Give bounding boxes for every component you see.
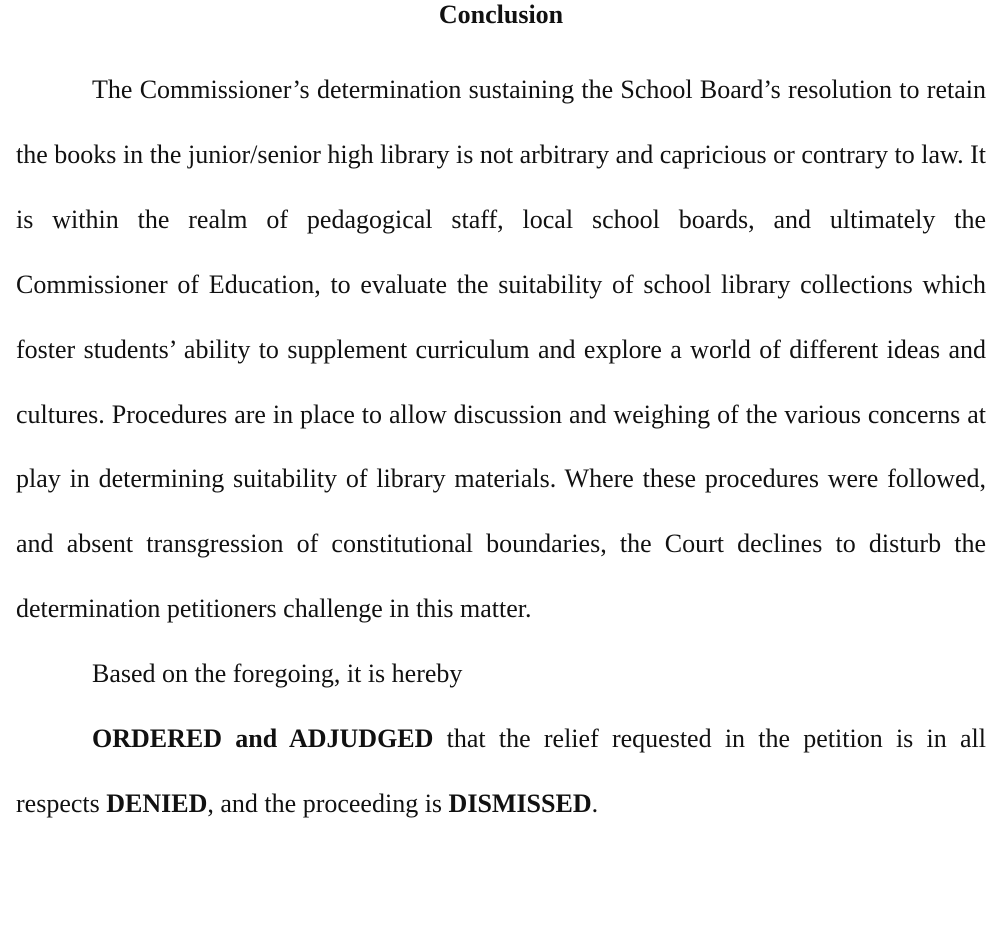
document-page — [16, 0, 986, 837]
ordered-adjudged-term: ORDERED and ADJUDGED — [92, 724, 434, 754]
order-text-1: that the relief requested in the petition is in all respects — [16, 724, 986, 818]
dismissed-term: DISMISSED — [448, 788, 592, 818]
order-paragraph — [16, 707, 986, 837]
section-heading: Conclusion — [438, 0, 564, 29]
denied-term: DENIED — [106, 788, 208, 818]
order-text-2: , and the proceeding is — [207, 788, 449, 818]
conclusion-paragraph: The Commissioner’s determination sustaining the School Board’s resolution to retain the books in the junior/senior high library is not arbitrary and capricious or contrary to law. It is within the realm of pedagogical staff, local school boards, and ultimately the Commissioner of Education, to evaluate the suitability of school library collections which foster students’ ability to supplement curriculum and explore a world of different ideas and cultures. Procedures are in place to allow discussion and weighing of the various concerns at play in determining suitability of library materials. Where these procedures were followed, and absent transgression of constitutional boundaries, the Court declines to disturb the determination petitioners challenge in this matter. — [16, 75, 986, 624]
order-text-3: . — [591, 788, 599, 818]
foregoing-paragraph: Based on the foregoing, it is hereby — [92, 659, 463, 689]
